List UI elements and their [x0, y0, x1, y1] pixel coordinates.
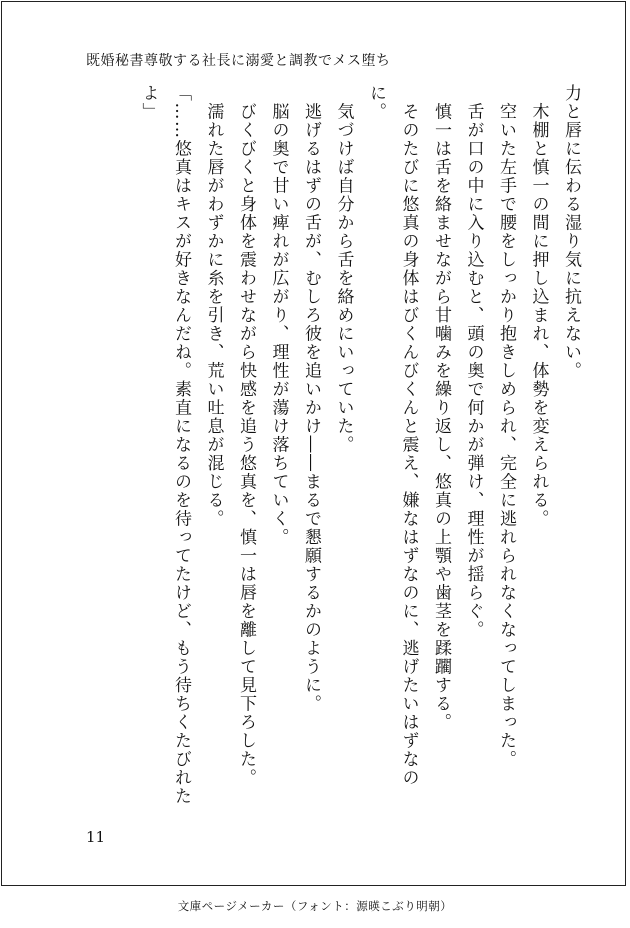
paragraph: 濡れた唇がわずかに糸を引き、荒い吐息が混じる。: [203, 84, 224, 528]
footer-credit: 文庫ページメーカー（フォント：源暎こぶり明朝）: [177, 899, 453, 913]
paragraph: 逃げるはずの舌が、むしろ彼を追いかけ――まるで懇願するかのように。: [301, 84, 321, 713]
paragraph: 力と唇に伝わる湿り気に抗えない。: [561, 84, 581, 380]
paragraph: 「……悠真はキスが好きなんだね。素直になるのを待ってたけど、もう待ちくたびれたよ」: [138, 84, 191, 806]
paragraph: 気づけば自分から舌を絡めにいっていた。: [333, 84, 354, 454]
page-frame: [1, 1, 626, 886]
paragraph: 舌が口の中に入り込むと、頭の奥で何かが弾け、理性が揺らぐ。: [463, 84, 484, 639]
page-number: 11: [86, 828, 106, 846]
running-head-title: 既婚秘書尊敬する社長に溺愛と調教でメス堕ち: [86, 53, 391, 69]
paragraph: びくびくと身体を震わせながら快感を追う悠真を、慎一は唇を離して見下ろした。: [236, 84, 256, 787]
paragraph: 脳の奥で甘い痺れが広がり、理性が蕩け落ちていく。: [268, 84, 289, 547]
paragraph: そのたびに悠真の身体はびくんびくんと震え、嫌なはずなのに、逃げたいはずなのに。: [366, 84, 419, 787]
paragraph: 慎一は舌を絡ませながら甘噛みを繰り返し、悠真の上顎や歯茎を蹂躙する。: [431, 84, 451, 732]
body-text: [67, 84, 587, 814]
paragraph: 木棚と慎一の間に押し込まれ、体勢を変えられる。: [528, 84, 549, 528]
paragraph: 空いた左手で腰をしっかり抱きしめられ、完全に逃れられなくなってしまった。: [496, 84, 516, 769]
